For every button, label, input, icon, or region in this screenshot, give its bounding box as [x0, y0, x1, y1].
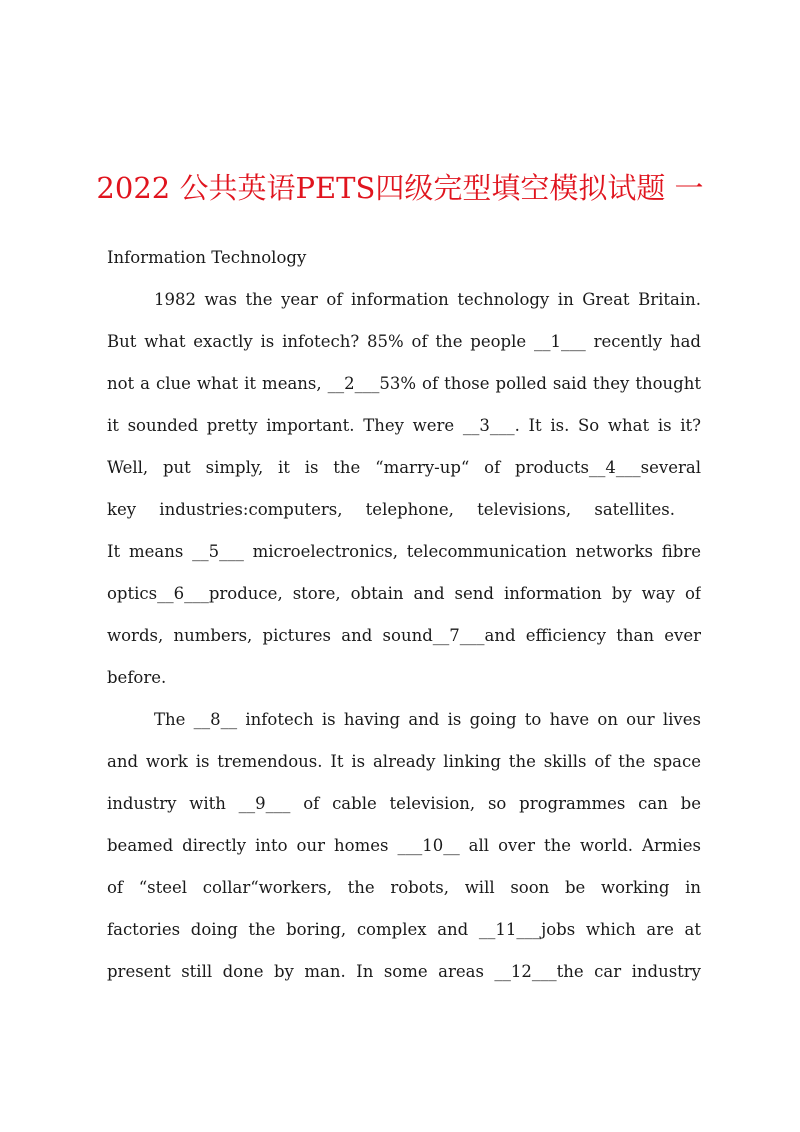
paragraph-line: before. — [107, 668, 167, 687]
paragraph-line: optics__6___produce, store, obtain and send information by way of — [107, 584, 701, 603]
paragraph-line: words, numbers, pictures and sound__7___and efficiency than ever — [107, 626, 701, 645]
paragraph-line: But what exactly is infotech? 85% of the people __1___ recently had — [107, 332, 701, 351]
paragraph-2 — [107, 699, 701, 993]
paragraph-line: and work is tremendous. It is already linking the skills of the space — [107, 752, 701, 771]
paragraph-line: key industries:computers, telephone, televisions, satellites. — [107, 500, 675, 519]
paragraph-1 — [107, 279, 701, 699]
paragraph-line: not a clue what it means, __2___53% of those polled said they thought — [107, 374, 701, 393]
paragraph-line: of “steel collar“workers, the robots, will soon be working in — [107, 878, 701, 897]
document-body — [107, 237, 701, 993]
paragraph-line: It means __5___ microelectronics, telecommunication networks fibre — [107, 542, 701, 561]
paragraph-line: 1982 was the year of information technology in Great Britain. — [154, 290, 701, 309]
document-title: 2022 公共英语PETS四级完型填空模拟试题 一 — [96, 171, 704, 205]
paragraph-line: Well, put simply, it is the “marry-up“ of products__4___several — [107, 458, 701, 477]
paragraph-line: The __8__ infotech is having and is going to have on our lives — [154, 710, 701, 729]
paragraph-line: it sounded pretty important. They were __3___. It is. So what is it? — [107, 416, 701, 435]
paragraph-line: factories doing the boring, complex and __11___jobs which are at — [107, 920, 701, 939]
paragraph-line: industry with __9___ of cable television, so programmes can be — [107, 794, 701, 813]
passage-heading: Information Technology — [107, 248, 307, 267]
paragraph-line: present still done by man. In some areas __12___the car industry — [107, 962, 701, 981]
paragraph-line: beamed directly into our homes ___10__ all over the world. Armies — [107, 836, 701, 855]
